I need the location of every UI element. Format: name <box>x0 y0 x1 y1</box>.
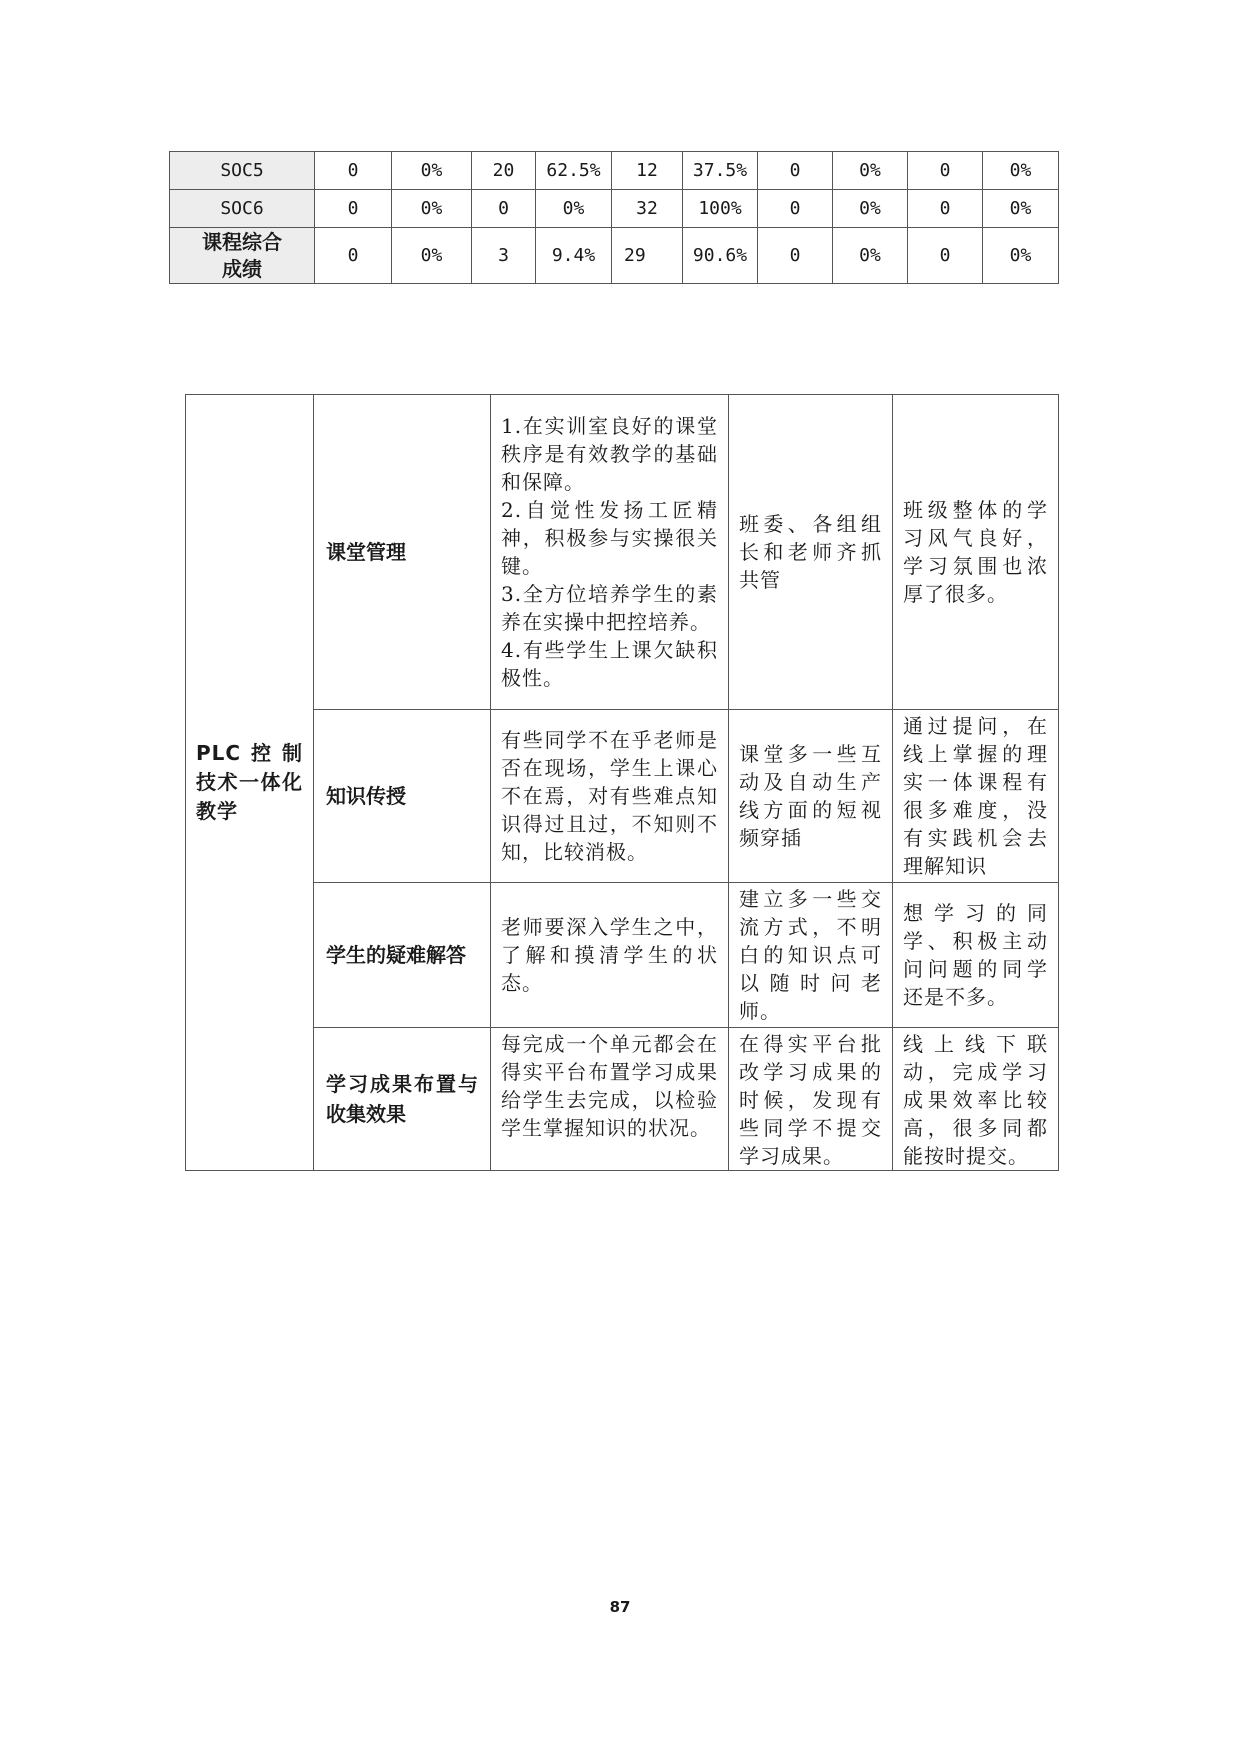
table-row <box>170 190 1059 228</box>
problem-item: 3.全方位培养学生的素养在实操中把控培养。 <box>501 582 718 634</box>
table-cell: 12 <box>612 152 683 190</box>
effect-cell: 想学习的同学、积极主动问问题的同学还是不多。 <box>893 883 1059 1028</box>
effect-cell: 班级整体的学习风气良好，学习氛围也浓厚了很多。 <box>893 395 1059 710</box>
table-cell: 90.6% <box>683 228 758 284</box>
effect-cell: 线上线下联动，完成学习成果效率比较高，很多同都能按时提交。 <box>893 1028 1059 1171</box>
table-cell: 0 <box>908 228 983 284</box>
effect-cell: 通过提问，在线上掌握的理实一体课程有很多难度，没有实践机会去理解知识 <box>893 710 1059 883</box>
problems-cell <box>491 395 729 710</box>
problems-cell <box>491 710 729 883</box>
table-row <box>170 152 1059 190</box>
problem-item: 1.在实训室良好的课堂秩序是有效教学的基础和保障。 <box>501 414 718 494</box>
table-cell: 0% <box>983 228 1059 284</box>
table-cell: 62.5% <box>536 152 612 190</box>
table-cell: 0% <box>833 228 908 284</box>
problem-item: 老师要深入学生之中，了解和摸清学生的状态。 <box>501 915 718 995</box>
row-label: SOC6 <box>170 190 315 228</box>
table-cell: 0 <box>315 190 392 228</box>
aspect-label: 知识传授 <box>314 710 491 883</box>
grade-distribution-table <box>169 151 1059 284</box>
course-name: PLC控制技术一体化教学 <box>186 395 314 1171</box>
table-row <box>186 395 1059 710</box>
table-cell: 100% <box>683 190 758 228</box>
table-cell: 0% <box>536 190 612 228</box>
measures-cell: 课堂多一些互动及自动生产线方面的短视频穿插 <box>729 710 893 883</box>
table-row <box>170 228 1059 284</box>
problem-item: 2.自觉性发扬工匠精神，积极参与实操很关键。 <box>501 498 718 578</box>
table-cell: 32 <box>612 190 683 228</box>
table-cell: 20 <box>472 152 536 190</box>
table-cell: 0 <box>758 190 833 228</box>
table-cell: 9.4% <box>536 228 612 284</box>
table-cell: 29 <box>612 228 683 284</box>
row-label: SOC5 <box>170 152 315 190</box>
table-row <box>186 710 1059 883</box>
problems-cell <box>491 1028 729 1171</box>
problems-cell <box>491 883 729 1028</box>
aspect-label: 课堂管理 <box>314 395 491 710</box>
table-cell: 0 <box>908 152 983 190</box>
problem-item: 有些同学不在乎老师是否在现场，学生上课心不在焉，对有些难点知识得过且过，不知则不知，比较消极。 <box>501 728 718 864</box>
table-cell: 0 <box>908 190 983 228</box>
problem-item: 4.有些学生上课欠缺积极性。 <box>501 638 718 690</box>
table-row <box>186 1028 1059 1171</box>
problem-item: 每完成一个单元都会在得实平台布置学习成果给学生去完成，以检验学生掌握知识的状况。 <box>501 1032 718 1140</box>
row-label: 课程综合成绩 <box>170 228 315 284</box>
table-row <box>186 883 1059 1028</box>
aspect-label: 学习成果布置与收集效果 <box>314 1028 491 1171</box>
table-cell: 37.5% <box>683 152 758 190</box>
table-cell: 0 <box>315 228 392 284</box>
measures-cell: 建立多一些交流方式，不明白的知识点可以随时问老师。 <box>729 883 893 1028</box>
table-cell: 0 <box>758 228 833 284</box>
measures-cell: 在得实平台批改学习成果的时候，发现有些同学不提交学习成果。 <box>729 1028 893 1171</box>
table-cell: 0% <box>983 152 1059 190</box>
table-cell: 0 <box>315 152 392 190</box>
teaching-evaluation-table <box>185 394 1059 1171</box>
measures-cell: 班委、各组组长和老师齐抓共管 <box>729 395 893 710</box>
table-cell: 0 <box>758 152 833 190</box>
table-cell: 0% <box>983 190 1059 228</box>
table-cell: 3 <box>472 228 536 284</box>
table-cell: 0% <box>392 228 472 284</box>
page-number: 87 <box>609 1598 631 1616</box>
table-cell: 0% <box>392 190 472 228</box>
table-cell: 0 <box>472 190 536 228</box>
table-cell: 0% <box>392 152 472 190</box>
aspect-label: 学生的疑难解答 <box>314 883 491 1028</box>
table-cell: 0% <box>833 152 908 190</box>
table-cell: 0% <box>833 190 908 228</box>
